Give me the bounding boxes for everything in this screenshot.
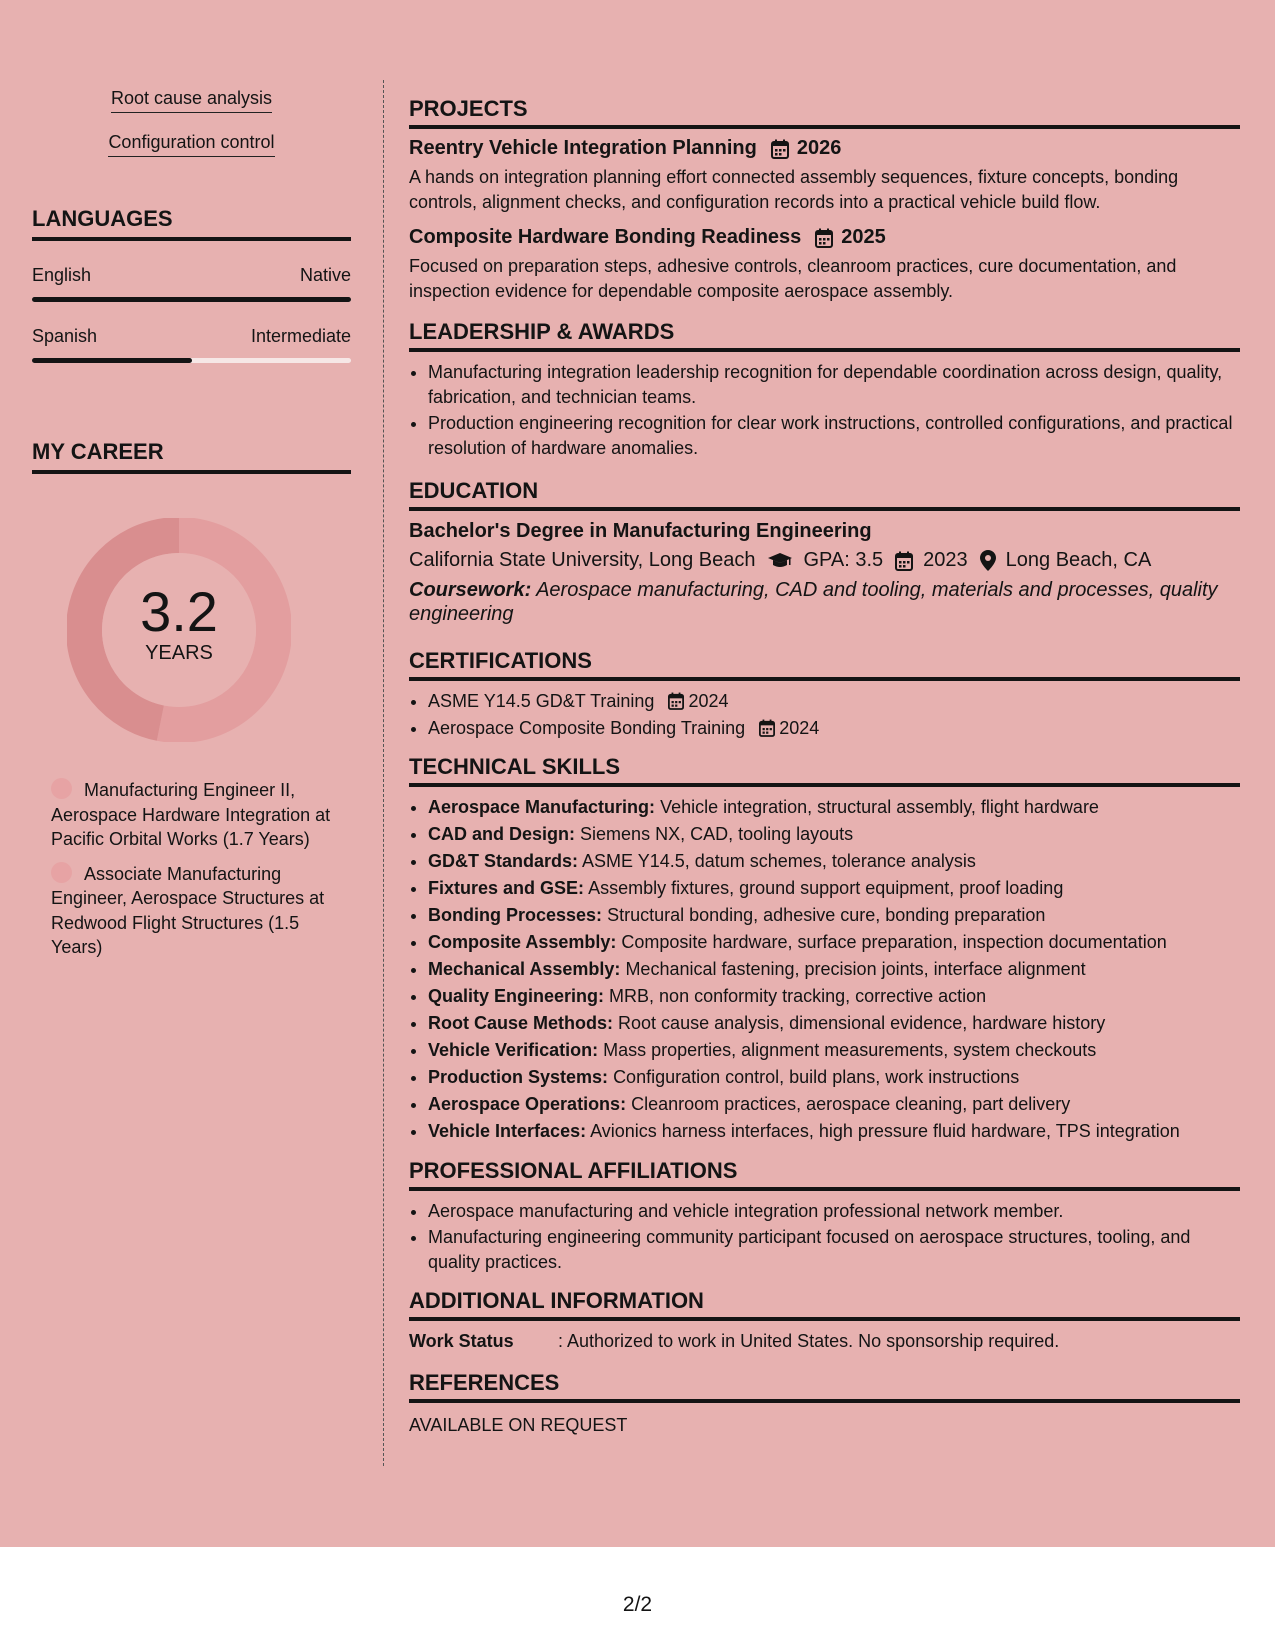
projects-title: PROJECTS — [409, 96, 1240, 129]
certification-name: • ASME Y14.5 GD&T Training — [428, 691, 655, 711]
skill-value: Siemens NX, CAD, tooling layouts — [580, 824, 854, 844]
skill-item — [428, 849, 1240, 874]
skill-label: Vehicle Verification: — [428, 1040, 599, 1060]
skill-item — [428, 1038, 1240, 1063]
certification-item — [428, 689, 1240, 714]
graduation-cap-icon — [767, 552, 793, 570]
skill-item — [428, 984, 1240, 1009]
language-item — [32, 265, 351, 302]
list-item: • Manufacturing engineering community participant focused on aerospace structures, tooling, and quality practices. — [428, 1225, 1240, 1274]
list-item: • Production engineering recognition for clear work instructions, controlled configurations, and practical resolution of hardware anomalies. — [428, 411, 1240, 460]
project-item — [409, 226, 1240, 303]
career-item — [51, 862, 351, 960]
skill-label: Vehicle Interfaces: — [428, 1121, 587, 1141]
skill-label: Aerospace Manufacturing: — [428, 797, 656, 817]
skill-tags — [32, 80, 351, 168]
skill-value: Vehicle integration, structural assembly, flight hardware — [660, 797, 1099, 817]
certification-year: 2024 — [779, 717, 820, 738]
graduation-year: 2023 — [923, 549, 968, 571]
skill-item — [428, 1092, 1240, 1117]
page-number: 2/2 — [622, 1593, 653, 1616]
skill-value: Mechanical fastening, precision joints, interface alignment — [625, 959, 1086, 979]
language-level: Native — [299, 265, 351, 285]
coursework-label: Coursework: — [409, 579, 532, 601]
skill-value: Avionics harness interfaces, high pressure fluid hardware, TPS integration — [590, 1121, 1180, 1141]
skill-item — [428, 903, 1240, 928]
project-name: Composite Hardware Bonding Readiness — [409, 226, 802, 248]
skill-label: Quality Engineering: — [428, 986, 605, 1006]
skill-value: Mass properties, alignment measurements, system checkouts — [603, 1040, 1097, 1060]
career-unit: YEARS — [145, 642, 213, 664]
skill-value: Configuration control, build plans, work instructions — [613, 1067, 1020, 1087]
skill-label: Bonding Processes: — [428, 905, 603, 925]
language-level: Intermediate — [250, 326, 351, 346]
language-name: Spanish — [32, 326, 98, 346]
project-year: 2025 — [841, 226, 886, 248]
leadership-list — [409, 360, 1240, 460]
career-donut — [67, 518, 291, 742]
skill-label: Composite Assembly: — [428, 932, 617, 952]
certification-name: • Aerospace Composite Bonding Training — [428, 717, 746, 738]
project-name: Reentry Vehicle Integration Planning — [409, 137, 757, 159]
skill-tag: Root cause analysis — [111, 88, 272, 113]
school-location: Long Beach, CA — [1005, 549, 1152, 571]
skill-value: Cleanroom practices, aerospace cleaning, part delivery — [631, 1094, 1071, 1114]
language-bar — [32, 297, 351, 302]
affiliations-title: PROFESSIONAL AFFILIATIONS — [409, 1158, 1240, 1191]
list-item: • Manufacturing integration leadership recognition for dependable coordination across design, quality, fabrication, and technician teams. — [428, 360, 1240, 409]
education-title: EDUCATION — [409, 478, 1240, 511]
certifications-title: CERTIFICATIONS — [409, 648, 1240, 681]
career-total: 3.2 — [140, 580, 218, 643]
calendar-icon — [759, 719, 775, 737]
skill-label: Root Cause Methods: — [428, 1013, 614, 1033]
school-name: California State University, Long Beach — [409, 549, 756, 571]
certification-year: 2024 — [688, 691, 729, 711]
skill-label: Mechanical Assembly: — [428, 959, 621, 979]
skills-title: TECHNICAL SKILLS — [409, 754, 1240, 787]
work-status-label: Work Status — [409, 1331, 514, 1351]
career-item — [51, 778, 351, 852]
career-item-text: Manufacturing Engineer II, Aerospace Hardware Integration at Pacific Orbital Works (1.7 Years) — [51, 780, 331, 849]
project-year: 2026 — [796, 137, 842, 159]
skill-label: Fixtures and GSE: — [428, 878, 585, 898]
skill-item — [428, 957, 1240, 982]
skill-item — [428, 795, 1240, 820]
calendar-icon — [815, 228, 833, 248]
project-item — [409, 137, 1240, 214]
list-item: • Aerospace manufacturing and vehicle integration professional network member. — [428, 1199, 1240, 1224]
skill-label: GD&T Standards: — [428, 851, 579, 871]
certification-item — [428, 716, 1240, 741]
skill-value: ASME Y14.5, datum schemes, tolerance analysis — [582, 851, 976, 871]
skill-value: MRB, non conformity tracking, corrective action — [609, 986, 987, 1006]
skill-value: Root cause analysis, dimensional evidence, hardware history — [618, 1013, 1106, 1033]
language-bar-fill — [32, 297, 351, 302]
skill-tag: Configuration control — [108, 132, 274, 157]
affiliations-list — [409, 1199, 1240, 1275]
project-description: Focused on preparation steps, adhesive controls, cleanroom practices, cure documentation, and inspection evidence for dependable composite aerospace assembly. — [409, 256, 1177, 301]
calendar-icon — [895, 551, 913, 571]
skill-item — [428, 1065, 1240, 1090]
coursework — [409, 578, 1240, 626]
career-item-text: Associate Manufacturing Engineer, Aerospace Structures at Redwood Flight Structures (1.5 Years) — [51, 863, 325, 957]
skill-item — [428, 876, 1240, 901]
career-list — [32, 778, 351, 960]
work-status-value: : Authorized to work in United States. No sponsorship required. — [558, 1331, 1060, 1351]
references-title: REFERENCES — [409, 1370, 1240, 1403]
calendar-icon — [771, 139, 789, 159]
degree-name: Bachelor's Degree in Manufacturing Engineering — [409, 520, 872, 542]
skill-item — [428, 1011, 1240, 1036]
column-divider — [383, 80, 384, 1466]
language-item — [32, 326, 351, 363]
language-bar — [32, 358, 351, 363]
references-text: AVAILABLE ON REQUEST — [409, 1415, 628, 1435]
education-details — [409, 549, 1240, 572]
main-column — [409, 96, 1240, 1438]
coursework-text: Aerospace manufacturing, CAD and tooling, materials and processes, quality engineering — [409, 579, 1218, 625]
sidebar — [32, 80, 351, 970]
skill-value: Assembly fixtures, ground support equipment, proof loading — [588, 878, 1064, 898]
gpa: GPA: 3.5 — [803, 549, 884, 571]
skills-list — [409, 795, 1240, 1144]
skill-item — [428, 1119, 1240, 1144]
skill-label: CAD and Design: — [428, 824, 576, 844]
skill-item — [428, 930, 1240, 955]
languages-title: LANGUAGES — [32, 206, 351, 241]
skill-value: Composite hardware, surface preparation, inspection documentation — [621, 932, 1167, 952]
skill-value: Structural bonding, adhesive cure, bonding preparation — [607, 905, 1046, 925]
map-pin-icon — [980, 550, 996, 571]
leadership-title: LEADERSHIP & AWARDS — [409, 319, 1240, 352]
calendar-icon — [668, 692, 684, 710]
legend-dot-icon — [51, 862, 72, 883]
skill-label: Aerospace Operations: — [428, 1094, 627, 1114]
additional-info-title: ADDITIONAL INFORMATION — [409, 1288, 1240, 1321]
skill-item — [428, 822, 1240, 847]
work-status — [409, 1331, 1240, 1352]
certifications-list — [409, 689, 1240, 740]
career-title: MY CAREER — [32, 439, 351, 474]
language-name: English — [32, 265, 92, 285]
skill-label: Production Systems: — [428, 1067, 609, 1087]
legend-dot-icon — [51, 778, 72, 799]
project-description: A hands on integration planning effort connected assembly sequences, fixture concepts, bonding controls, alignment checks, and configuration records into a practical vehicle build flow. — [409, 167, 1179, 212]
language-bar-fill — [32, 358, 192, 363]
